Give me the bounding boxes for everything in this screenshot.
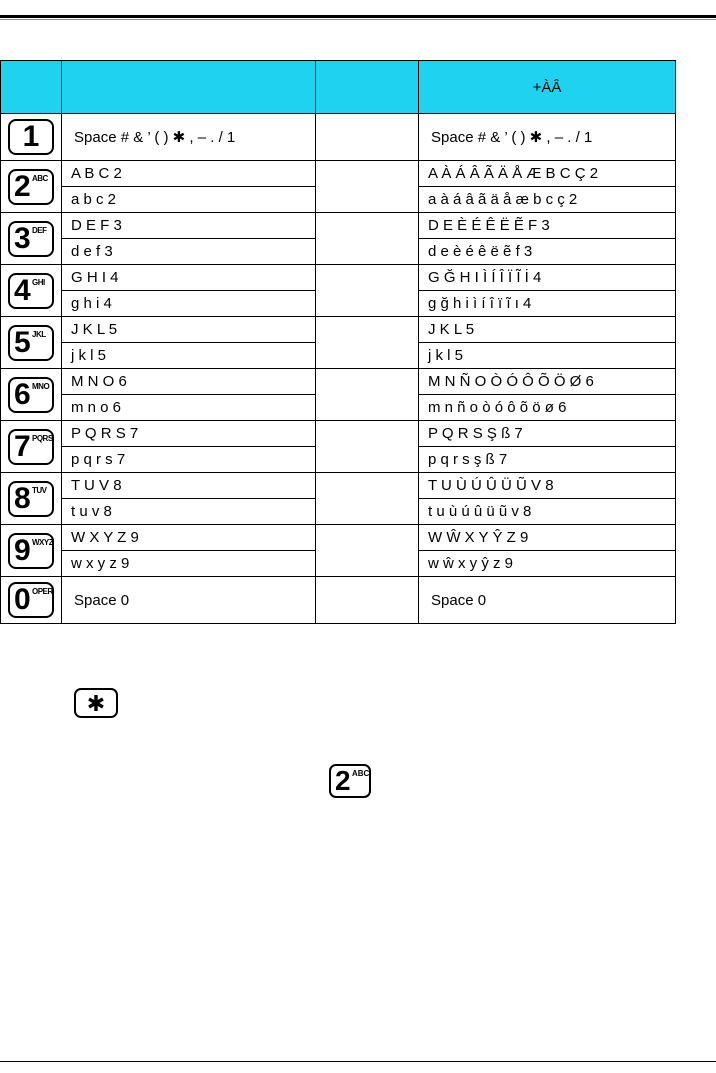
key-cell [1, 577, 62, 624]
star-key-glyph: ✱ [86, 691, 106, 716]
key-number: 2 [14, 169, 31, 203]
bottom-rule [0, 1061, 716, 1062]
key-cell [1, 161, 62, 213]
standard-chars-cell: p q r s 7 [62, 447, 316, 473]
key-3-icon [8, 221, 54, 257]
key-number: 8 [14, 481, 31, 515]
extended-chars-cell: D E È É Ê Ë Ẽ F 3 [419, 213, 676, 239]
standard-chars-cell: P Q R S 7 [62, 421, 316, 447]
key-4-icon [8, 273, 54, 309]
standard-chars-cell: t u v 8 [62, 499, 316, 525]
table-row [1, 525, 676, 551]
key-5-icon [8, 325, 54, 361]
key-2-inline-icon [329, 764, 371, 798]
key-cell [1, 473, 62, 525]
empty-cell [316, 317, 419, 369]
table-body [1, 114, 676, 624]
key-2-icon [8, 169, 54, 205]
standard-chars-cell: g h i 4 [62, 291, 316, 317]
table-header-row [1, 61, 676, 114]
header-b-cell [316, 61, 419, 114]
key-cell [1, 213, 62, 265]
standard-chars-cell: D E F 3 [62, 213, 316, 239]
table-row [1, 577, 676, 624]
extended-chars-cell: p q r s ş ß 7 [419, 447, 676, 473]
table-row [1, 265, 676, 291]
extended-chars-cell: j k l 5 [419, 343, 676, 369]
empty-cell [316, 473, 419, 525]
standard-chars-cell: Space # & ’ ( ) ✱ , – . / 1 [62, 114, 316, 161]
standard-chars-cell: A B C 2 [62, 161, 316, 187]
key-letters: MNO [32, 381, 50, 391]
extended-chars-cell: G Ğ H I Ì Í Î Ï Ĩ İ 4 [419, 265, 676, 291]
key-letters: JKL [32, 329, 46, 339]
standard-chars-cell: m n o 6 [62, 395, 316, 421]
empty-cell [316, 114, 419, 161]
key-letters: GHI [32, 277, 45, 287]
key-number: 7 [14, 429, 31, 463]
table-row [1, 114, 676, 161]
table-row [1, 369, 676, 395]
empty-cell [316, 161, 419, 213]
top-rule-thin [0, 19, 716, 20]
key-number: 0 [14, 583, 31, 616]
empty-cell [316, 421, 419, 473]
key-number: 9 [14, 533, 31, 567]
top-rule [0, 15, 716, 18]
key-number: 3 [14, 221, 31, 255]
key-1-icon [8, 119, 54, 155]
key-number: 1 [22, 120, 40, 153]
empty-cell [316, 577, 419, 624]
key-number: 6 [14, 377, 31, 411]
key-cell [1, 525, 62, 577]
key-cell [1, 369, 62, 421]
key-letters: WXYZ [32, 537, 54, 547]
character-table [0, 60, 676, 624]
standard-chars-cell: J K L 5 [62, 317, 316, 343]
extended-chars-cell: A À Á Â Ã Ä Å Æ B C Ç 2 [419, 161, 676, 187]
key-letters: TUV [32, 485, 47, 495]
key-7-icon [8, 429, 54, 465]
header-a-cell [62, 61, 316, 114]
empty-cell [316, 369, 419, 421]
standard-chars-cell: a b c 2 [62, 187, 316, 213]
extended-chars-cell: Space 0 [419, 577, 676, 624]
standard-chars-cell: w x y z 9 [62, 551, 316, 577]
standard-chars-cell: j k l 5 [62, 343, 316, 369]
standard-chars-cell: T U V 8 [62, 473, 316, 499]
key-letters: PQRS [32, 433, 53, 443]
key-2-inline-letters: ABC [352, 769, 370, 778]
key-letters: DEF [32, 225, 47, 235]
extended-chars-cell: d e è é ê ë ẽ f 3 [419, 239, 676, 265]
key-8-icon [8, 481, 54, 517]
star-key-icon [74, 688, 118, 718]
extended-chars-cell: w ŵ x y ŷ z 9 [419, 551, 676, 577]
extended-chars-cell: a à á â ã ä å æ b c ç 2 [419, 187, 676, 213]
header-c-title: +ÀÂ [532, 78, 562, 96]
empty-cell [316, 525, 419, 577]
extended-chars-cell: P Q R S Ş ß 7 [419, 421, 676, 447]
key-letters: OPER [32, 587, 53, 596]
standard-chars-cell: M N O 6 [62, 369, 316, 395]
extended-chars-cell: T U Ù Ú Û Ü Ũ V 8 [419, 473, 676, 499]
key-6-icon [8, 377, 54, 413]
table-row [1, 421, 676, 447]
key-cell [1, 317, 62, 369]
table-row [1, 473, 676, 499]
empty-cell [316, 213, 419, 265]
key-cell [1, 114, 62, 161]
extended-chars-cell: m n ñ o ò ó ô õ ö ø 6 [419, 395, 676, 421]
key-number: 4 [14, 273, 31, 307]
key-cell [1, 421, 62, 473]
key-9-icon [8, 533, 54, 569]
key-number: 5 [14, 325, 31, 359]
standard-chars-cell: G H I 4 [62, 265, 316, 291]
extended-chars-cell: Space # & ’ ( ) ✱ , – . / 1 [419, 114, 676, 161]
extended-chars-cell: M N Ñ O Ò Ó Ô Õ Ö Ø 6 [419, 369, 676, 395]
standard-chars-cell: d e f 3 [62, 239, 316, 265]
header-key-cell [1, 61, 62, 114]
key-cell [1, 265, 62, 317]
header-c-cell [419, 61, 676, 114]
key-letters: ABC [32, 173, 48, 183]
standard-chars-cell: W X Y Z 9 [62, 525, 316, 551]
extended-chars-cell: t u ù ú û ü ũ v 8 [419, 499, 676, 525]
extended-chars-cell: g ğ h i ì í î ï ĩ ı 4 [419, 291, 676, 317]
extended-chars-cell: J K L 5 [419, 317, 676, 343]
key-0-icon [8, 582, 54, 618]
key-2-inline-number: 2 [335, 765, 351, 796]
table-row [1, 317, 676, 343]
extended-chars-cell: W Ŵ X Y Ŷ Z 9 [419, 525, 676, 551]
table-row [1, 161, 676, 187]
empty-cell [316, 265, 419, 317]
table-row [1, 213, 676, 239]
standard-chars-cell: Space 0 [62, 577, 316, 624]
